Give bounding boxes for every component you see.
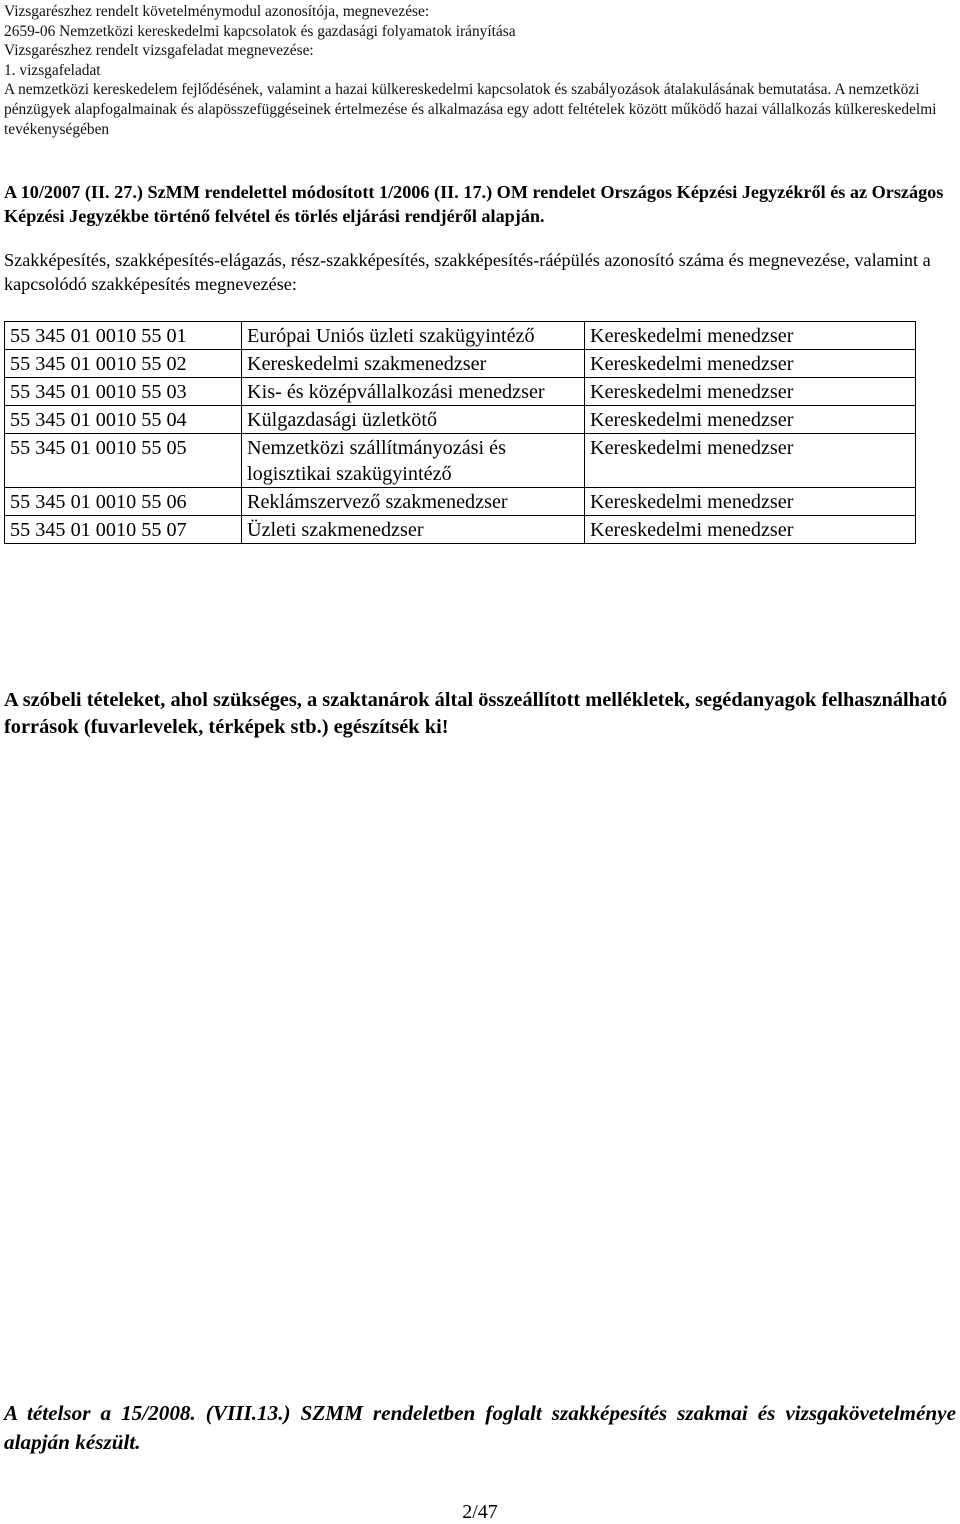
- qualification-code: 55 345 01 0010 55 05: [5, 434, 242, 488]
- qualification-name: Kereskedelmi szakmenedzser: [242, 350, 585, 378]
- parent-qualification: Kereskedelmi menedzser: [585, 488, 916, 516]
- qualification-name: Üzleti szakmenedzser: [242, 516, 585, 544]
- qualification-code: 55 345 01 0010 55 06: [5, 488, 242, 516]
- parent-qualification: Kereskedelmi menedzser: [585, 516, 916, 544]
- task-number: 1. vizsgafeladat: [4, 61, 101, 79]
- table-row: [5, 406, 916, 434]
- qualification-code: 55 345 01 0010 55 03: [5, 378, 242, 406]
- page-number: 2/47: [462, 1501, 498, 1523]
- qualifications-intro: Szakképesítés, szakképesítés-elágazás, rész-szakképesítés, szakképesítés-ráépülés azonosító száma és megnevezése, valamint a kapcsolódó szakképesítés megnevezése:: [4, 250, 931, 294]
- qualification-name: Európai Uniós üzleti szakügyintéző: [242, 322, 585, 350]
- qualification-code: 55 345 01 0010 55 01: [5, 322, 242, 350]
- legal-basis: A 10/2007 (II. 27.) SzMM rendelettel módosított 1/2006 (II. 17.) OM rendelet Országos Képzési Jegyzékről és az Országos Képzési Jegyzékbe történő felvétel és törlés eljárási rendjéről alapján.: [4, 182, 944, 226]
- parent-qualification: Kereskedelmi menedzser: [585, 378, 916, 406]
- regulation-footnote: A tételsor a 15/2008. (VIII.13.) SZMM rendeletben foglalt szakképesítés szakmai és vizsgakövetelménye alapján készült.: [4, 1401, 956, 1454]
- parent-qualification: Kereskedelmi menedzser: [585, 350, 916, 378]
- qualifications-table: [4, 321, 916, 544]
- qualification-code: 55 345 01 0010 55 07: [5, 516, 242, 544]
- module-label: Vizsgarészhez rendelt követelménymodul azonosítója, megnevezése:: [4, 3, 430, 20]
- task-description: A nemzetközi kereskedelem fejlődésének, valamint a hazai külkereskedelmi kapcsolatok és szabályozások átalakulásának bemutatása. A nemzetközi pénzügyek alapfogalmainak és alapösszefüggéseinek értelmezése és alkalmazása egy adott feltételek között működő hazai vállalkozás külkereskedelmi tevékenységében: [4, 81, 937, 138]
- exam-header: [4, 2, 956, 139]
- qualification-name: Külgazdasági üzletkötő: [242, 406, 585, 434]
- table-row: [5, 516, 916, 544]
- table-row: [5, 488, 916, 516]
- parent-qualification: Kereskedelmi menedzser: [585, 434, 916, 488]
- parent-qualification: Kereskedelmi menedzser: [585, 406, 916, 434]
- parent-qualification: Kereskedelmi menedzser: [585, 322, 916, 350]
- qualification-code: 55 345 01 0010 55 02: [5, 350, 242, 378]
- module-name: 2659-06 Nemzetközi kereskedelmi kapcsolatok és gazdasági folyamatok irányítása: [4, 22, 516, 40]
- table-row: [5, 378, 916, 406]
- qualification-name: Nemzetközi szállítmányozási és logisztikai szakügyintéző: [242, 434, 585, 488]
- qualification-name: Reklámszervező szakmenedzser: [242, 488, 585, 516]
- table-row: [5, 350, 916, 378]
- table-row: [5, 322, 916, 350]
- qualification-name: Kis- és középvállalkozási menedzser: [242, 378, 585, 406]
- task-label: Vizsgarészhez rendelt vizsgafeladat megnevezése:: [4, 42, 314, 60]
- qualification-code: 55 345 01 0010 55 04: [5, 406, 242, 434]
- table-row: [5, 434, 916, 488]
- oral-items-note: A szóbeli tételeket, ahol szükséges, a szaktanárok által összeállított mellékletek, segédanyagok felhasználható források (fuvarlevelek, térképek stb.) egészítsék ki!: [4, 689, 948, 738]
